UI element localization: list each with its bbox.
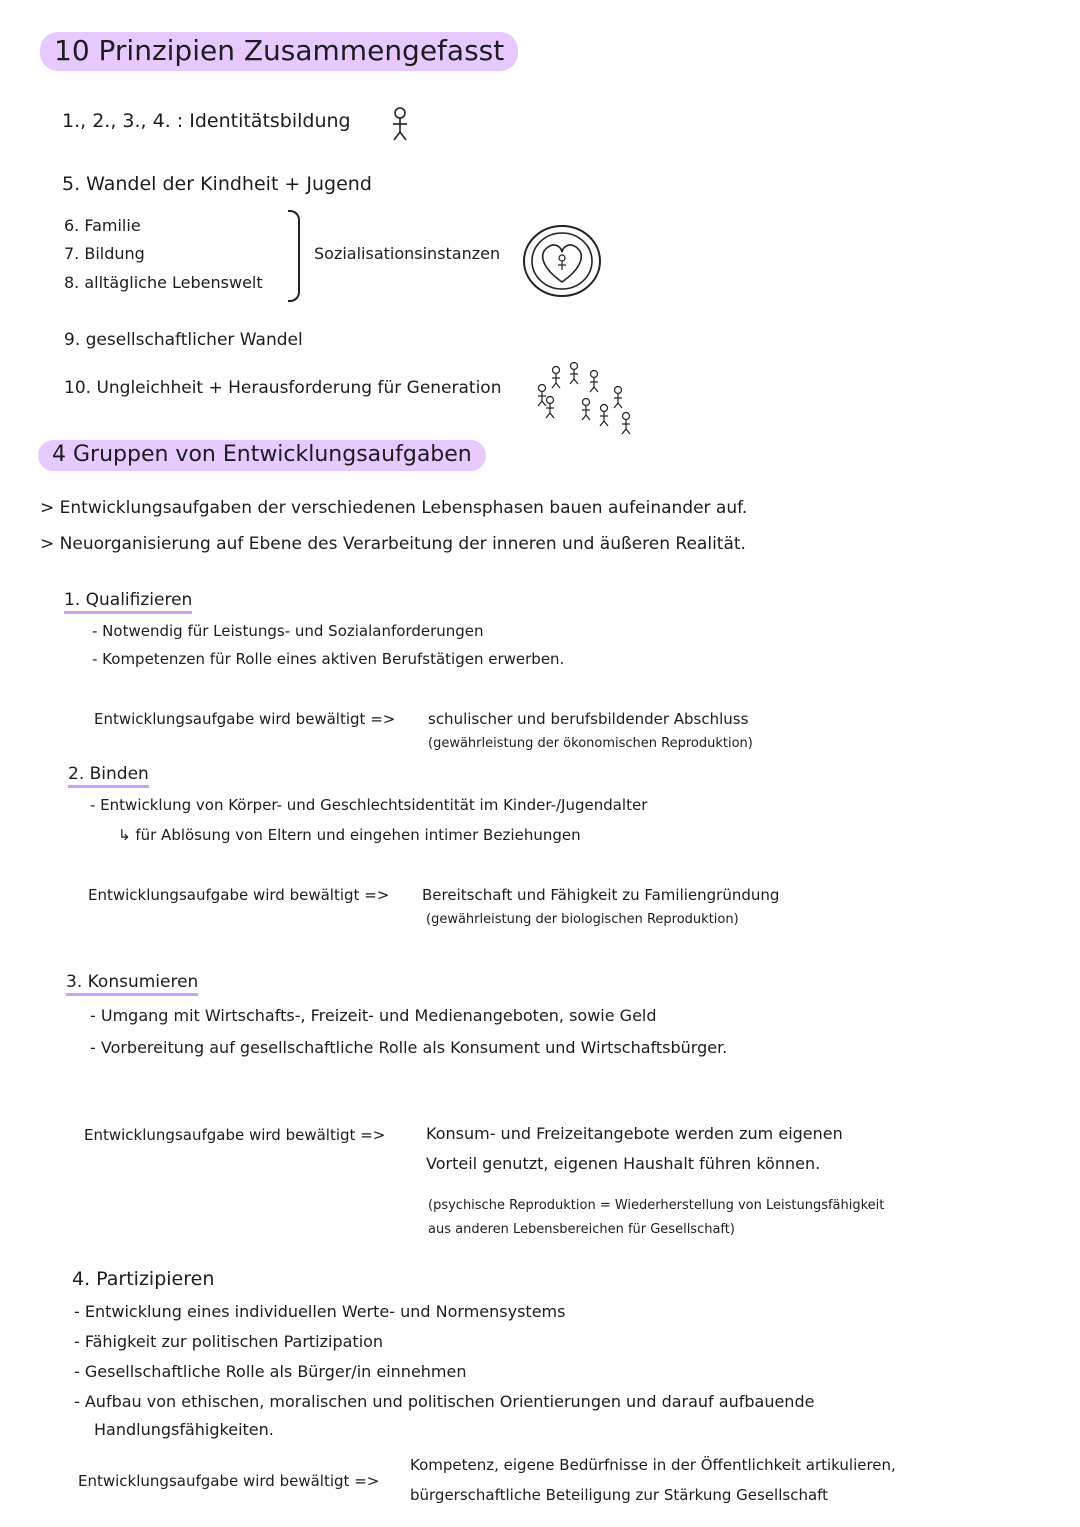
group-3-line-2: - Vorbereitung auf gesellschaftliche Rolle als Konsument und Wirtschaftsbürger. xyxy=(90,1038,728,1057)
group-3-result-2: Vorteil genutzt, eigenen Haushalt führen können. xyxy=(426,1154,821,1173)
people-group-icon xyxy=(530,362,650,442)
principle-8: 8. alltägliche Lebenswelt xyxy=(64,273,263,292)
group-2-line-1: - Entwicklung von Körper- und Geschlechtsidentität im Kinder-/Jugendalter xyxy=(90,796,648,814)
principle-6: 6. Familie xyxy=(64,216,141,235)
group-4-title: 4. Partizipieren xyxy=(72,1268,215,1290)
group-4-line-2: - Fähigkeit zur politischen Partizipation xyxy=(74,1332,384,1351)
bullet-2: > Neuorganisierung auf Ebene des Verarbeitung der inneren und äußeren Realität. xyxy=(40,534,746,554)
sozialisationsinstanzen-label: Sozialisationsinstanzen xyxy=(314,244,501,263)
group-3-task: Entwicklungsaufgabe wird bewältigt => xyxy=(84,1126,386,1144)
principle-9: 9. gesellschaftlicher Wandel xyxy=(64,330,303,350)
group-3-line-1: - Umgang mit Wirtschafts-, Freizeit- und Medienangeboten, sowie Geld xyxy=(90,1006,657,1025)
group-2-result: Bereitschaft und Fähigkeit zu Familiengründung xyxy=(422,886,780,904)
group-1-task: Entwicklungsaufgabe wird bewältigt => xyxy=(94,710,396,728)
curly-brace xyxy=(288,210,300,302)
group-3-note-1: (psychische Reproduktion = Wiederherstellung von Leistungsfähigkeit xyxy=(428,1198,885,1213)
group-2-task: Entwicklungsaufgabe wird bewältigt => xyxy=(88,886,390,904)
group-4-line-1: - Entwicklung eines individuellen Werte- und Normensystems xyxy=(74,1302,566,1321)
page-title: 10 Prinzipien Zusammengefasst xyxy=(40,32,518,71)
group-3-result-1: Konsum- und Freizeitangebote werden zum eigenen xyxy=(426,1124,843,1143)
principle-5: 5. Wandel der Kindheit + Jugend xyxy=(62,173,372,195)
group-1-title: 1. Qualifizieren xyxy=(64,590,192,614)
principle-7: 7. Bildung xyxy=(64,244,145,263)
group-4-result-2: bürgerschaftliche Beteiligung zur Stärkung Gesellschaft xyxy=(410,1486,829,1504)
group-2-line-2: ↳ für Ablösung von Eltern und eingehen intimer Beziehungen xyxy=(118,826,581,844)
group-2-note: (gewährleistung der biologischen Reproduktion) xyxy=(426,912,739,927)
group-4-line-5: Handlungsfähigkeiten. xyxy=(94,1420,274,1439)
group-4-line-3: - Gesellschaftliche Rolle als Bürger/in einnehmen xyxy=(74,1362,467,1381)
group-4-result-1: Kompetenz, eigene Bedürfnisse in der Öffentlichkeit artikulieren, xyxy=(410,1456,896,1474)
principle-1-4: 1., 2., 3., 4. : Identitätsbildung xyxy=(62,110,351,132)
heart-person-badge-icon xyxy=(520,222,604,300)
group-2-title: 2. Binden xyxy=(68,764,149,788)
group-1-line-1: - Notwendig für Leistungs- und Sozialanforderungen xyxy=(92,622,484,640)
group-1-line-2: - Kompetenzen für Rolle eines aktiven Berufstätigen erwerben. xyxy=(92,650,565,668)
group-4-line-4: - Aufbau von ethischen, moralischen und politischen Orientierungen und darauf aufbauende xyxy=(74,1392,815,1411)
group-1-note: (gewährleistung der ökonomischen Reproduktion) xyxy=(428,736,753,751)
person-icon xyxy=(388,106,412,142)
group-1-result: schulischer und berufsbildender Abschluss xyxy=(428,710,749,728)
group-4-task: Entwicklungsaufgabe wird bewältigt => xyxy=(78,1472,380,1490)
principle-10: 10. Ungleichheit + Herausforderung für Generation xyxy=(64,378,502,398)
group-3-note-2: aus anderen Lebensbereichen für Gesellschaft) xyxy=(428,1222,735,1237)
section-title-entwicklungsaufgaben: 4 Gruppen von Entwicklungsaufgaben xyxy=(38,440,486,471)
bullet-1: > Entwicklungsaufgaben der verschiedenen Lebensphasen bauen aufeinander auf. xyxy=(40,498,748,518)
group-3-title: 3. Konsumieren xyxy=(66,972,198,996)
